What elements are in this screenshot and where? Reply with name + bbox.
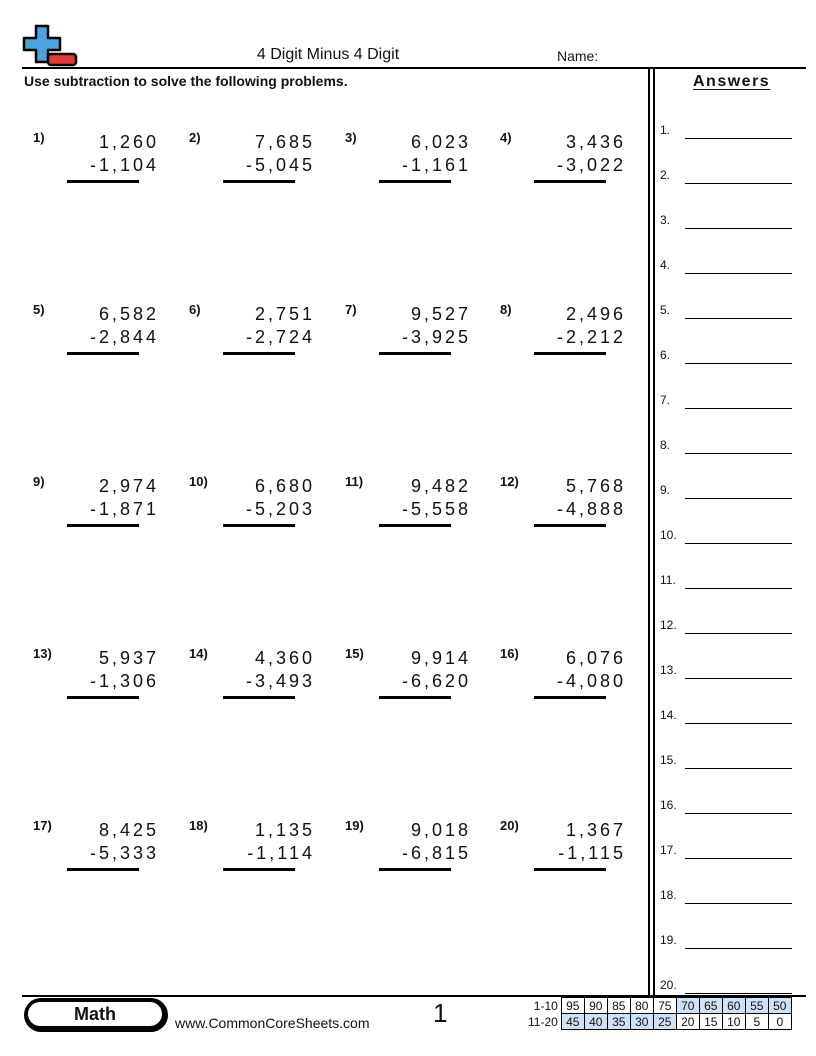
answer-blank[interactable] (685, 948, 792, 949)
score-cell: 30 (630, 1014, 653, 1030)
answer-row (660, 299, 792, 319)
answer-bar (534, 696, 606, 699)
problem-number: 16) (500, 646, 519, 661)
subtrahend: -5,203 (245, 499, 315, 519)
subtrahend: -3,925 (401, 327, 471, 347)
subtraction-problem (345, 474, 470, 534)
answer-bar (379, 180, 451, 183)
subtraction-problem (500, 646, 625, 706)
subtraction-problem (189, 302, 314, 362)
answer-row (660, 614, 792, 634)
answer-blank[interactable] (685, 498, 792, 499)
minuend: 9,527 (410, 304, 471, 324)
answer-blank[interactable] (685, 318, 792, 319)
score-cell: 40 (584, 1014, 607, 1030)
problem-number: 1) (33, 130, 45, 145)
page-title: 4 Digit Minus 4 Digit (256, 46, 400, 63)
score-row-label: 1-10 (533, 998, 558, 1013)
answer-number: 18. (660, 888, 677, 902)
score-cell: 70 (676, 998, 699, 1014)
subtraction-problem (33, 646, 158, 706)
score-cell: 25 (653, 1014, 676, 1030)
score-cell: 75 (653, 998, 676, 1014)
answer-number: 4. (660, 258, 671, 272)
answer-row (660, 794, 792, 814)
minuend: 4,360 (254, 648, 315, 668)
score-table (526, 997, 792, 1030)
answer-row (660, 164, 792, 184)
answer-bar (379, 696, 451, 699)
score-cell: 10 (722, 1014, 745, 1030)
answer-number: 6. (660, 348, 671, 362)
answer-number: 8. (660, 438, 671, 452)
score-cell: 60 (722, 998, 745, 1014)
score-row (526, 998, 791, 1014)
answer-column-divider (648, 67, 650, 996)
answer-row (660, 344, 792, 364)
subject-label: Math (28, 1002, 162, 1026)
answer-number: 5. (660, 303, 671, 317)
minuend: 6,076 (565, 648, 626, 668)
answer-bar (67, 868, 139, 871)
minuend: 6,582 (98, 304, 159, 324)
answer-bar (379, 868, 451, 871)
subtrahend: -6,815 (401, 843, 471, 863)
answer-number: 3. (660, 213, 671, 227)
problem-number: 2) (189, 130, 201, 145)
problem-number: 6) (189, 302, 201, 317)
answer-bar (67, 696, 139, 699)
subtrahend: -1,871 (89, 499, 159, 519)
score-cell: 35 (607, 1014, 630, 1030)
answer-bar (223, 180, 295, 183)
answer-blank[interactable] (685, 768, 792, 769)
subtrahend: -4,080 (556, 671, 626, 691)
answer-blank[interactable] (685, 543, 792, 544)
subtraction-problem (345, 302, 470, 362)
answer-blank[interactable] (685, 858, 792, 859)
subtrahend: -3,493 (245, 671, 315, 691)
answer-blank[interactable] (685, 813, 792, 814)
subtraction-problem (345, 646, 470, 706)
subtrahend: -5,558 (401, 499, 471, 519)
score-cell: 85 (607, 998, 630, 1014)
answer-bar (223, 352, 295, 355)
answer-bar (223, 868, 295, 871)
answer-blank[interactable] (685, 588, 792, 589)
subtraction-problem (33, 474, 158, 534)
answer-number: 19. (660, 933, 677, 947)
problem-number: 13) (33, 646, 52, 661)
minuend: 6,023 (410, 132, 471, 152)
answer-row (660, 929, 792, 949)
subtraction-problem (500, 130, 625, 190)
score-cell: 45 (561, 1014, 584, 1030)
subtraction-problem (189, 818, 314, 878)
answer-row (660, 884, 792, 904)
minuend: 2,974 (98, 476, 159, 496)
answer-bar (223, 696, 295, 699)
subtrahend: -5,045 (245, 155, 315, 175)
subtrahend: -2,724 (245, 327, 315, 347)
subtrahend: -4,888 (556, 499, 626, 519)
answer-column-divider (653, 67, 655, 996)
answer-row (660, 434, 792, 454)
problem-number: 8) (500, 302, 512, 317)
subtraction-problem (345, 818, 470, 878)
score-cell: 95 (561, 998, 584, 1014)
subtrahend: -1,161 (401, 155, 471, 175)
problem-number: 9) (33, 474, 45, 489)
answer-number: 1. (660, 123, 671, 137)
answer-number: 7. (660, 393, 671, 407)
score-cell: 55 (745, 998, 768, 1014)
problem-number: 7) (345, 302, 357, 317)
answer-row (660, 119, 792, 139)
answer-bar (67, 180, 139, 183)
answer-row (660, 569, 792, 589)
answer-number: 13. (660, 663, 677, 677)
answer-number: 15. (660, 753, 677, 767)
answer-row (660, 389, 792, 409)
minuend: 9,914 (410, 648, 471, 668)
minuend: 9,018 (410, 820, 471, 840)
answer-bar (67, 352, 139, 355)
answer-number: 10. (660, 528, 677, 542)
problem-number: 11) (345, 474, 364, 489)
subtraction-problem (345, 130, 470, 190)
minuend: 8,425 (98, 820, 159, 840)
problem-number: 5) (33, 302, 45, 317)
answer-number: 2. (660, 168, 671, 182)
answer-row (660, 839, 792, 859)
answer-blank[interactable] (685, 273, 792, 274)
answer-number: 16. (660, 798, 677, 812)
problem-number: 17) (33, 818, 52, 833)
header-divider (22, 67, 806, 69)
subtrahend: -2,212 (556, 327, 626, 347)
answer-number: 20. (660, 978, 677, 992)
answer-number: 9. (660, 483, 671, 497)
score-cell: 80 (630, 998, 653, 1014)
answer-blank[interactable] (685, 903, 792, 904)
minuend: 6,680 (254, 476, 315, 496)
subject-badge (24, 998, 168, 1032)
subtrahend: -6,620 (401, 671, 471, 691)
subtrahend: -5,333 (89, 843, 159, 863)
score-cell: 0 (768, 1014, 791, 1030)
answer-blank[interactable] (685, 228, 792, 229)
subtrahend: -1,114 (247, 843, 315, 863)
problem-number: 10) (189, 474, 208, 489)
instructions: Use subtraction to solve the following problems. (24, 73, 348, 89)
score-cell: 15 (699, 1014, 722, 1030)
answer-number: 12. (660, 618, 677, 632)
score-row-label: 11-20 (528, 1014, 558, 1029)
subtraction-problem (500, 818, 625, 878)
answer-blank[interactable] (685, 363, 792, 364)
subtraction-problem (189, 646, 314, 706)
answer-bar (223, 524, 295, 527)
answer-bar (379, 352, 451, 355)
subtraction-problem (33, 818, 158, 878)
score-cell: 90 (584, 998, 607, 1014)
minuend: 3,436 (565, 132, 626, 152)
minuend: 7,685 (254, 132, 315, 152)
answer-number: 11. (660, 573, 676, 587)
problem-number: 15) (345, 646, 364, 661)
answer-bar (67, 524, 139, 527)
problem-number: 20) (500, 818, 519, 833)
score-cell: 65 (699, 998, 722, 1014)
problem-number: 19) (345, 818, 364, 833)
score-cell: 50 (768, 998, 791, 1014)
answer-bar (534, 352, 606, 355)
problem-number: 12) (500, 474, 519, 489)
problem-number: 3) (345, 130, 357, 145)
subtrahend: -3,022 (556, 155, 626, 175)
score-cell: 5 (745, 1014, 768, 1030)
subtrahend: -1,306 (89, 671, 159, 691)
answer-row (660, 974, 792, 994)
problem-number: 18) (189, 818, 208, 833)
minuend: 5,768 (565, 476, 626, 496)
answer-blank[interactable] (685, 408, 792, 409)
minuend: 5,937 (98, 648, 159, 668)
answer-blank[interactable] (685, 723, 792, 724)
answer-row (660, 749, 792, 769)
subtraction-problem (189, 474, 314, 534)
minuend: 1,260 (98, 132, 159, 152)
answer-bar (534, 524, 606, 527)
score-row (526, 1014, 791, 1030)
answer-blank[interactable] (685, 993, 792, 994)
answer-number: 17. (660, 843, 677, 857)
answer-blank[interactable] (685, 633, 792, 634)
subtraction-problem (500, 474, 625, 534)
problem-number: 4) (500, 130, 512, 145)
subtraction-problem (189, 130, 314, 190)
answers-title: Answers (693, 73, 771, 90)
website-link[interactable]: www.CommonCoreSheets.com (175, 1015, 370, 1031)
subtrahend: -1,115 (558, 843, 626, 863)
answer-row (660, 209, 792, 229)
subtrahend: -1,104 (89, 155, 159, 175)
minuend: 9,482 (410, 476, 471, 496)
subtraction-problem (500, 302, 625, 362)
answer-number: 14. (660, 708, 677, 722)
minuend: 2,751 (254, 304, 315, 324)
name-label: Name: (557, 48, 599, 64)
subtrahend: -2,844 (89, 327, 159, 347)
answer-blank[interactable] (685, 138, 792, 139)
answer-blank[interactable] (685, 183, 792, 184)
answer-row (660, 479, 792, 499)
answer-blank[interactable] (685, 678, 792, 679)
minuend: 1,367 (565, 820, 626, 840)
answer-bar (379, 524, 451, 527)
minuend: 2,496 (565, 304, 626, 324)
answer-blank[interactable] (685, 453, 792, 454)
answer-row (660, 704, 792, 724)
score-cell: 20 (676, 1014, 699, 1030)
minuend: 1,135 (254, 820, 315, 840)
plus-minus-logo-icon (22, 24, 80, 68)
answer-row (660, 659, 792, 679)
subtraction-problem (33, 302, 158, 362)
problem-number: 14) (189, 646, 208, 661)
page-number: 1 (433, 998, 448, 1028)
subtraction-problem (33, 130, 158, 190)
answer-bar (534, 868, 606, 871)
answer-row (660, 254, 792, 274)
answer-bar (534, 180, 606, 183)
answer-row (660, 524, 792, 544)
